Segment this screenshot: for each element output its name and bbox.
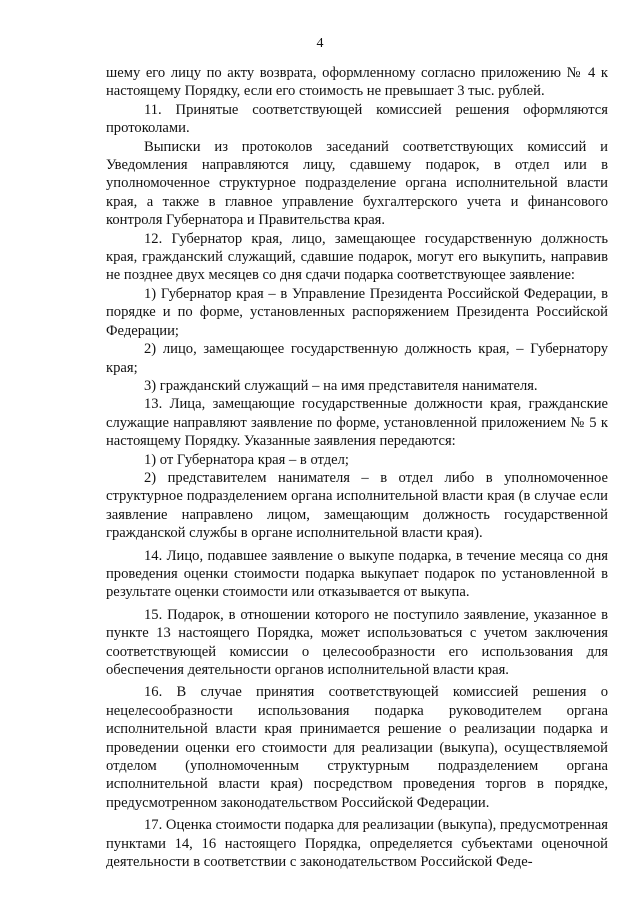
paragraph-item-12: 12. Губернатор края, лицо, замещающее государственную должность края, гражданский служащий, сдавшие подарок, могут его выкупить, направив не позднее двух месяцев со дня сдачи подарка соответствующее заявление: [106,230,608,284]
paragraph-item-13-sub-1: 1) от Губернатора края – в отдел; [144,451,349,468]
paragraph-item-13-sub-2: 2) представителем нанимателя – в отдел либо в уполномоченное структурное подразделением органа исполнительной власти края (в случае если заявление направлено лицом, замещающим должность государственной гражданской службы в органе исполнительной власти края). [106,469,608,542]
paragraph-item-16: 16. В случае принятия соответствующей комиссией решения о нецелесообразности использования подарка руководителем органа исполнительной власти края принимается решение о реализации подарка и проведении оценки его стоимости для реализации (выкупа), осуществляемой отделом (уполномоченным структурным подразделением органа исполнительной власти края) посредством проведения торгов в порядке, предусмотренном законодательством Российской Федерации. [106,684,608,811]
paragraph-item-17: 17. Оценка стоимости подарка для реализации (выкупа), предусмотренная пунктами 14, 16 настоящего Порядка, определяется субъектами оценочной деятельности в соответствии с законодательством Российской Феде- [106,817,608,871]
paragraph-continuation: шему его лицу по акту возврата, оформленному согласно приложению № 4 к настоящему Порядку, если его стоимость не превышает 3 тыс. рублей. [106,65,608,100]
paragraph-item-14: 14. Лицо, подавшее заявление о выкупе подарка, в течение месяца со дня проведения оценки стоимости подарка выкупает подарок по установленной в результате оценки стоимости или отказывается от выкупа. [106,547,608,601]
paragraph-item-15: 15. Подарок, в отношении которого не поступило заявление, указанное в пункте 13 настоящего Порядка, может использоваться с учетом заключения соответствующей комиссии о целесообразности его использования для обеспечения деятельности органов исполнительной власти края. [106,606,608,678]
page-number: 4 [316,36,324,51]
paragraph-item-12-sub-3: 3) гражданский служащий – на имя представителя нанимателя. [144,377,538,394]
paragraph-item-12-sub-2: 2) лицо, замещающее государственную должность края, – Губернатору края; [106,341,608,376]
paragraph-item-12-sub-1: 1) Губернатор края – в Управление Президента Российской Федерации, в порядке и по форме, установленных распоряжением Президента Российской Федерации; [106,285,608,339]
document-body [106,64,608,871]
paragraph-extracts: Выписки из протоколов заседаний соответствующих комиссий и Уведомления направляются лицу, сдавшему подарок, в отдел или в уполномоченное структурное подразделение органа исполнительной власти края, а также в главное управление бухгалтерского учета и финансового контроля Губернатора и Правительства края. [106,138,608,229]
paragraph-item-11: 11. Принятые соответствующей комиссией решения оформляются протоколами. [106,101,608,137]
paragraph-item-13: 13. Лица, замещающие государственные должности края, гражданские служащие направляют заявление по форме, установленной приложением № 5 к настоящему Порядку. Указанные заявления передаются: [106,396,608,450]
